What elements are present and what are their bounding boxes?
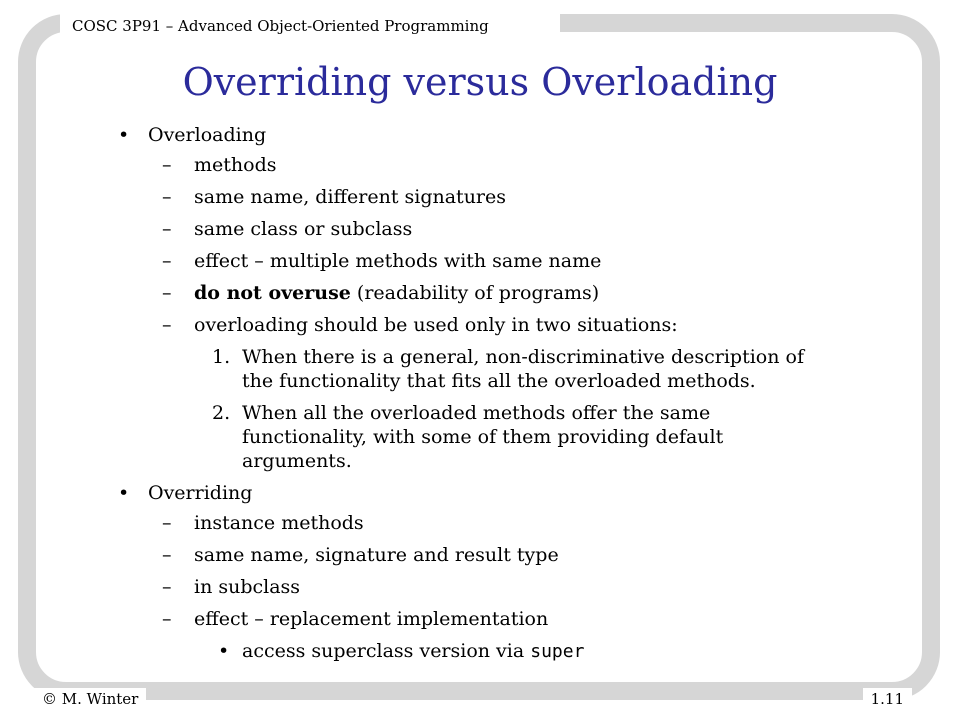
numbered-text: When all the overloaded methods offer the same functionality, with some of them providing default arguments. [242,402,724,472]
number-label: 2. [212,402,231,424]
list-item: – effect – replacement implementation [162,608,549,630]
sub-bullet-text: access superclass version via super [242,640,585,662]
bullet-overriding [118,481,838,511]
bullet-overloading [118,123,838,153]
numbered-text: When there is a general, non-discriminative description of the functionality that fits all the overloaded methods. [242,346,804,392]
list-item: – same class or subclass [162,218,413,240]
page-title: Overriding versus Overloading [182,60,778,104]
list-item: – same name, signature and result type [162,544,559,566]
dash-icon: – [162,608,172,630]
dash-icon: – [162,282,172,304]
bullet-icon: • [218,640,230,662]
footer-page-number: 1.11 [863,688,912,710]
list-item: – same name, different signatures [162,186,507,208]
dash-icon: – [162,154,172,176]
list-item: – overloading should be used only in two situations: [162,314,678,336]
list-item-text: do not overuse (readability of programs) [194,282,600,304]
list-item: – methods [162,154,277,176]
bullet-icon: • [118,124,130,146]
numbered-item [118,345,838,393]
slide-content [118,119,838,669]
bullet-label: Overloading [148,124,267,146]
dash-icon: – [162,218,172,240]
sub-bullet [118,639,838,669]
dash-icon: – [162,512,172,534]
list-item [118,281,838,313]
dash-icon: – [162,186,172,208]
dash-icon: – [162,576,172,598]
bullet-label: Overriding [148,482,253,504]
dash-icon: – [162,250,172,272]
dash-icon: – [162,544,172,566]
number-label: 1. [212,346,231,368]
list-item: – effect – multiple methods with same name [162,250,602,272]
footer-author: © M. Winter [34,688,146,710]
code-keyword: super [530,641,585,662]
dash-icon: – [162,314,172,336]
course-title: COSC 3P91 – Advanced Object-Oriented Programming [72,17,489,35]
numbered-item [118,401,838,473]
list-item: – in subclass [162,576,301,598]
emphasis-text: do not overuse [194,282,351,304]
list-item: – instance methods [162,512,364,534]
bullet-icon: • [118,482,130,504]
